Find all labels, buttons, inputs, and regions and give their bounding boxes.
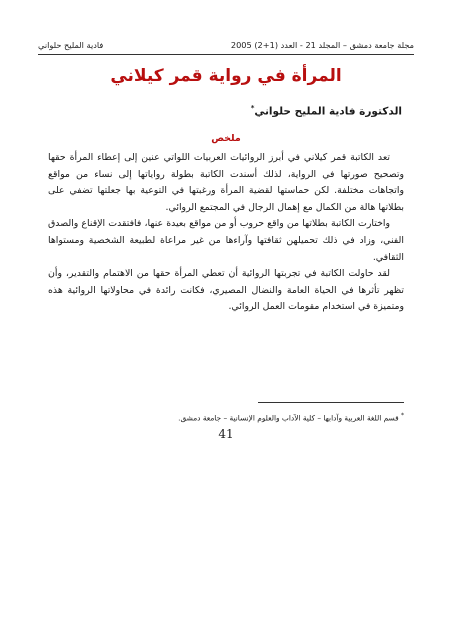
footnote [178,410,404,424]
running-header [38,38,414,52]
footnote-text: قسم اللغة العربية وآدابها – كلية الآداب والعلوم الإنسانية – جامعة دمشق. [178,413,399,423]
header-journal: مجلة جامعة دمشق – المجلد 21 - العدد (1+2) 2005 [230,40,414,50]
page-number: 41 [218,427,234,441]
header-divider [38,54,414,55]
author-name: الدكتورة فادية المليح حلواني [254,105,402,118]
author-line [251,100,402,120]
abstract-paragraph: تعد الكاتبة قمر كيلاني في أبرز الروائيات العربيات اللواتي عنين إلى إعطاء المرأة حقها وتصحيح صورتها في الرواية، لذلك أسندت الكاتبة بطولة رواياتها إلى نساء من مواقع واتجاهات مختلفة. لكن حماستها لقضية المرأة ورغبتها في التوعية بها جعلتها تضفي على بطلاتها هالة من الكمال مع إهمال الرجال في المجتمع الروائي. [48,152,404,213]
footnote-marker: * [401,412,404,419]
footnote-divider [258,402,404,403]
abstract-paragraph: واختارت الكاتبة بطلاتها من واقع حروب أو من مواقع بعيدة عنها، فافتقدت الإقناع والصدق الفني، وزاد في ذلك تحميلهن ثقافتها وآراءها من غير مراعاة لطبيعة الشخصية ومستواها الثقافي. [48,218,404,263]
header-author: فادية المليح حلواني [38,40,104,50]
article-title: المرأة في رواية قمر كيلاني [110,66,342,86]
author-footnote-marker: * [250,104,255,112]
abstract-paragraph: لقد حاولت الكاتبة في تجربتها الروائية أن تعطي المرأة حقها من الاهتمام والتقدير، وأن تظهر تأثرها في الحياة العامة والنضال المصيري، فكانت رائدة في محاولاتها الروائية هذه ومتميزة في استخدام مقومات العمل الروائي. [48,268,404,313]
abstract-body [48,150,404,316]
abstract-heading: ملخص [211,133,241,144]
